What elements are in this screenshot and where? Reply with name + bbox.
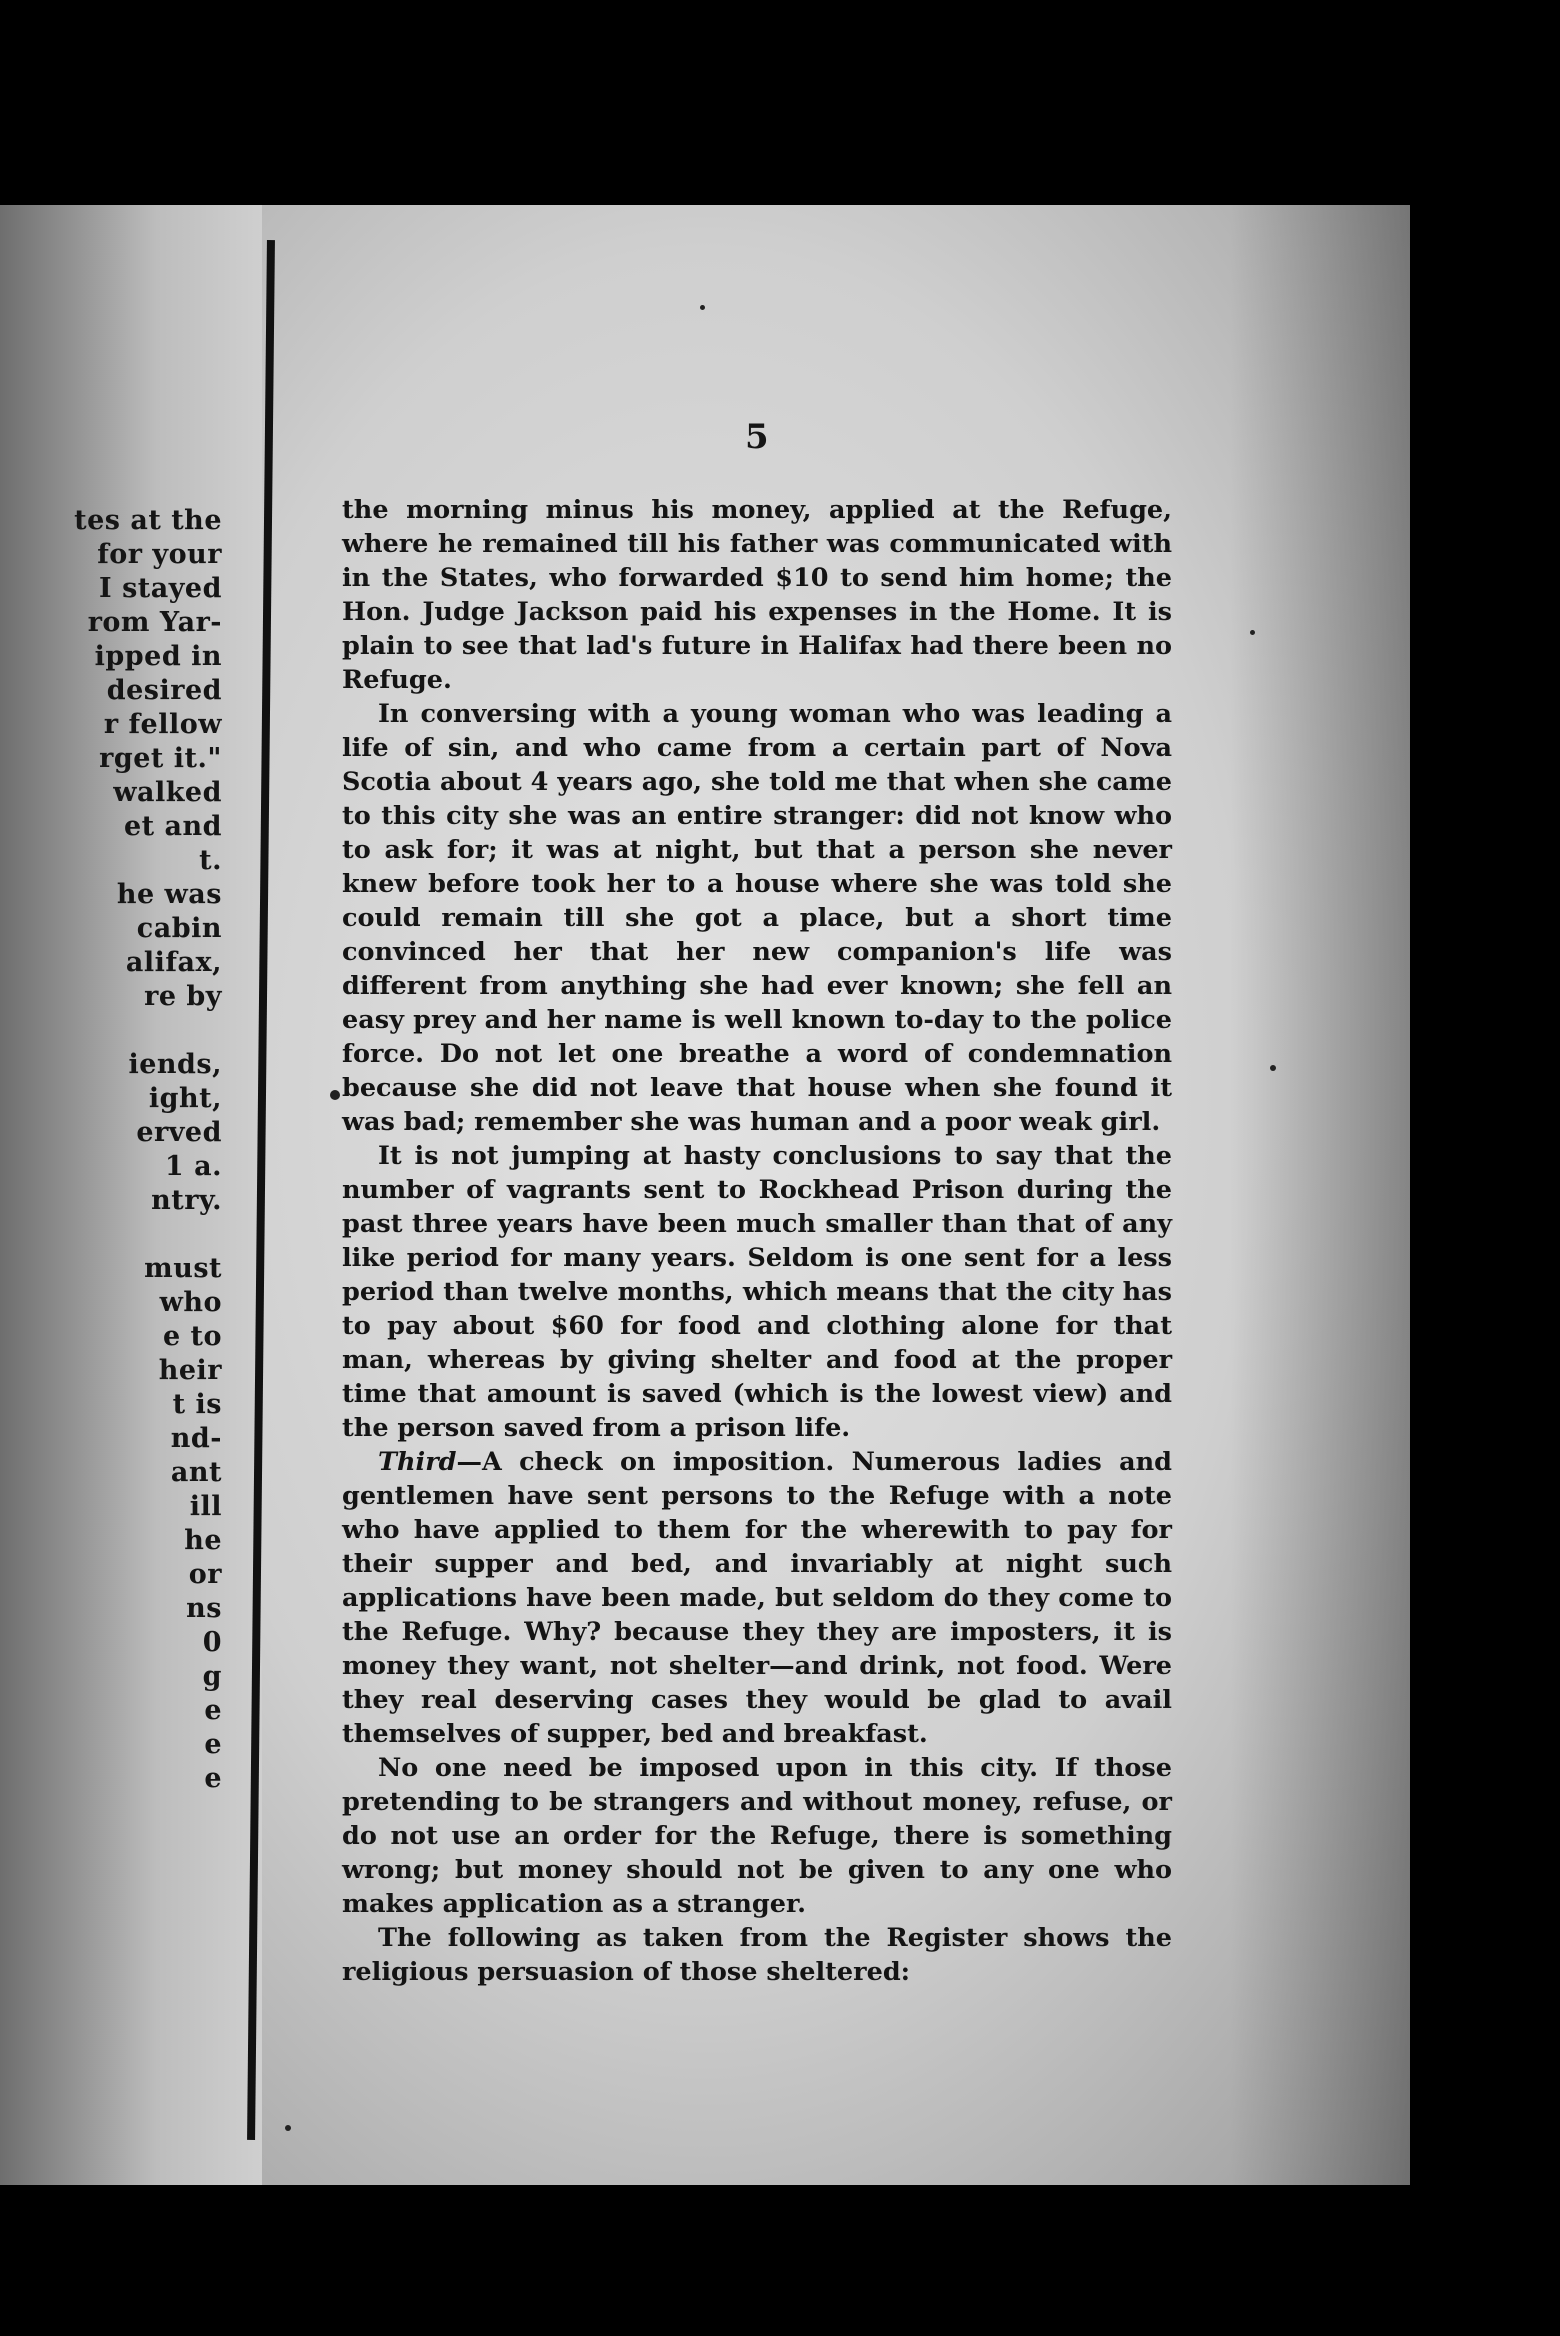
- left-page-text-fragment: t is: [172, 1389, 222, 1420]
- left-page-text-fragment: e to: [162, 1321, 222, 1352]
- left-page-text-fragment: alifax,: [125, 947, 222, 978]
- left-page-text-fragment: e: [204, 1695, 222, 1726]
- body-text: [342, 493, 1172, 1989]
- left-page-text-fragment: ntry.: [151, 1185, 222, 1216]
- left-page-text-fragment: ight,: [148, 1083, 222, 1114]
- left-page-text-fragment: 1 a.: [164, 1151, 222, 1182]
- scan-speck: [700, 305, 705, 310]
- left-page-text-fragment: walked: [113, 777, 222, 808]
- left-page-text-fragment: rom Yar-: [87, 607, 222, 638]
- left-page-text-fragment: I stayed: [99, 573, 222, 604]
- left-page-text-fragment: e: [204, 1729, 222, 1760]
- left-page-text-fragment: et and: [123, 811, 222, 842]
- left-page-text-fragment: iends,: [128, 1049, 222, 1080]
- left-page-text-fragment: g: [202, 1661, 222, 1692]
- left-page-text-fragment: erved: [136, 1117, 222, 1148]
- paragraph-4: [342, 1445, 1172, 1751]
- left-page-text-fragment: e: [204, 1763, 222, 1794]
- left-page-text-fragment: he: [184, 1525, 222, 1556]
- left-page-text-fragment: nd-: [170, 1423, 222, 1454]
- page-number: 5: [745, 417, 769, 457]
- left-page-text-fragment: he was: [116, 879, 222, 910]
- scan-speck: [1250, 630, 1255, 635]
- left-page-text-fragment: re by: [144, 981, 222, 1012]
- left-page-text-fragment: ipped in: [94, 641, 222, 672]
- right-edge-shadow: [1230, 205, 1410, 2185]
- left-page-text-fragment: ant: [170, 1457, 222, 1488]
- paragraph-5: No one need be imposed upon in this city. If those pretending to be strangers and without money, refuse, or do not use an order for the Refuge, there is something wrong; but money should not be given to any one who makes application as a stranger.: [342, 1753, 1172, 1919]
- left-page-text-fragment: desired: [106, 675, 222, 706]
- scan-speck: [1270, 1065, 1276, 1071]
- left-page-text-fragment: 0: [202, 1627, 222, 1658]
- scan-speck: [330, 1090, 340, 1100]
- left-page-text-fragment: r fellow: [103, 709, 222, 740]
- scanned-page: [0, 205, 1410, 2185]
- left-page-text-fragment: must: [144, 1253, 222, 1284]
- left-page-text-fragment: ill: [189, 1491, 222, 1522]
- paragraph-3: It is not jumping at hasty conclusions to say that the number of vagrants sent to Rockhead Prison during the past three years have been much smaller than that of any like period for many years. Seldom is one sent for a less period than twelve months, which means that the city has to pay about $60 for food and clothing alone for that man, whereas by giving shelter and food at the proper time that amount is saved (which is the lowest view) and the person saved from a prison life.: [342, 1141, 1172, 1443]
- left-page-fragment: [0, 205, 262, 2185]
- left-page-text-fragment: who: [159, 1287, 222, 1318]
- left-page-text-fragment: t.: [199, 845, 222, 876]
- left-page-text-fragment: heir: [158, 1355, 222, 1386]
- left-page-text-fragment: ns: [186, 1593, 222, 1624]
- left-page-text-fragment: tes at the: [74, 505, 222, 536]
- section-label-third: Third: [378, 1447, 457, 1477]
- left-page-text-fragment: cabin: [136, 913, 222, 944]
- left-page-text-fragment: rget it.": [99, 743, 222, 774]
- left-page-text-fragment: for your: [97, 539, 222, 570]
- left-page-text-fragment: or: [188, 1559, 222, 1590]
- paragraph-6: The following as taken from the Register shows the religious persuasion of those sheltered:: [342, 1923, 1172, 1987]
- paragraph-2: In conversing with a young woman who was leading a life of sin, and who came from a certain part of Nova Scotia about 4 years ago, she told me that when she came to this city she was an entire stranger: did not know who to ask for; it was at night, but that a person she never knew before took her to a house where she was told she could remain till she got a place, but a short time convinced her that her new companion's life was different from anything she had ever known; she fell an easy prey and her name is well known to-day to the police force. Do not let one breathe a word of condemnation because she did not leave that house when she found it was bad; remember she was human and a poor weak girl.: [342, 699, 1172, 1137]
- paragraph-4-text: —A check on imposition. Numerous ladies and gentlemen have sent persons to the Refuge with a note who have applied to them for the wherewith to pay for their supper and bed, and invariably at night such applications have been made, but seldom do they come to the Refuge. Why? because they they are imposters, it is money they want, not shelter—and drink, not food. Were they real deserving cases they would be glad to avail themselves of supper, bed and breakfast.: [342, 1447, 1172, 1749]
- scan-speck: [285, 2125, 291, 2131]
- paragraph-1: the morning minus his money, applied at the Refuge, where he remained till his father was communicated with in the States, who forwarded $10 to send him home; the Hon. Judge Jackson paid his expenses in the Home. It is plain to see that lad's future in Halifax had there been no Refuge.: [342, 495, 1172, 695]
